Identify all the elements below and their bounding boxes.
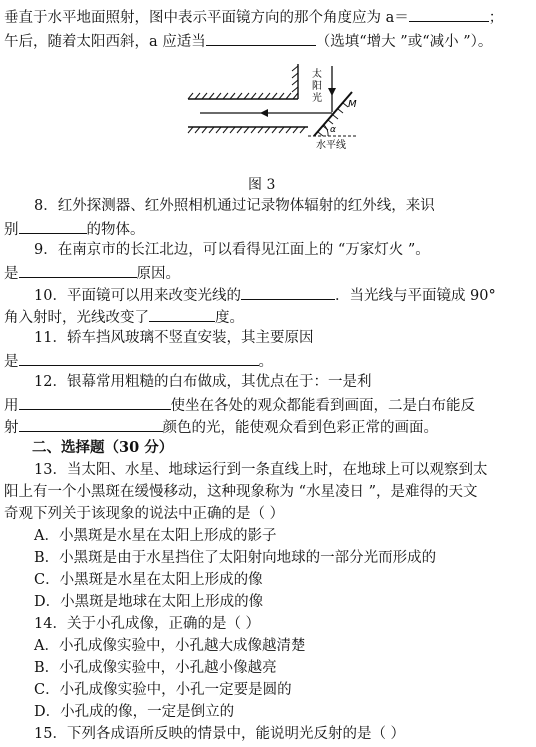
- question-11-line-2: 是 。: [4, 350, 273, 370]
- answer-blank[interactable]: [19, 416, 163, 432]
- answer-blank[interactable]: [19, 218, 87, 234]
- sun-label: 阳: [312, 81, 322, 92]
- question-14-stem: 14．关于小孔成像，正确的是（ ）: [34, 616, 261, 632]
- section-title: 二、选择题（30 分）: [32, 439, 174, 456]
- answer-blank[interactable]: [19, 262, 137, 278]
- option-a[interactable]: A．小黑斑是水星在太阳上形成的影子: [34, 528, 277, 544]
- question-10-line-2: 角入射时，光线改变了 度。: [4, 306, 244, 326]
- intro-line-1: 垂直于水平地面照射，图中表示平面镜方向的那个角度应为 a＝ ；: [4, 6, 503, 26]
- angle-label: α: [330, 125, 336, 135]
- question-12-line-1: 12．银幕常用粗糙的白布做成，其优点在于：一是利: [34, 374, 372, 390]
- question-11-line-1: 11．轿车挡风玻璃不竖直安装，其主要原因: [34, 330, 314, 346]
- question-12-line-3: 射 颜色的光，能使观众看到色彩正常的画面。: [4, 416, 438, 436]
- question-9-line-1: 9．在南京市的长江北边，可以看得见江面上的 “万家灯火 ”。: [34, 242, 430, 258]
- option-a[interactable]: A．小孔成像实验中，小孔越大成像越清楚: [34, 638, 306, 654]
- question-10-line-1: 10．平面镜可以用来改变光线的 ．当光线与平面镜成 90°: [34, 284, 496, 304]
- answer-blank[interactable]: [409, 6, 489, 22]
- question-13-line-3: 奇观下列关于该现象的说法中正确的是（ ）: [4, 506, 285, 522]
- option-d[interactable]: D．小孔成的像，一定是倒立的: [34, 704, 235, 720]
- horizontal-label: 水平线: [316, 140, 346, 151]
- mirror-label: M: [348, 99, 357, 110]
- option-d[interactable]: D．小黑斑是地球在太阳上形成的像: [34, 594, 264, 610]
- question-9-line-2: 是 原因。: [4, 262, 180, 282]
- question-12-line-2: 用 使坐在各处的观众都能看到画面，二是白布能反: [4, 394, 475, 414]
- sun-label: 太: [312, 69, 322, 80]
- answer-blank[interactable]: [206, 30, 316, 46]
- mirror-diagram: [180, 62, 370, 154]
- question-13-line-2: 阳上有一个小黑斑在缓慢移动，这种现象称为 “水星凌日 ”，是难得的天文: [4, 484, 478, 500]
- answer-blank[interactable]: [241, 284, 335, 300]
- answer-blank[interactable]: [149, 306, 215, 322]
- question-15-stem: 15．下列各成语所反映的情景中，能说明光反射的是（ ）: [34, 726, 406, 742]
- option-b[interactable]: B．小黑斑是由于水星挡住了太阳射向地球的一部分光而形成的: [34, 550, 437, 566]
- question-13-line-1: 13．当太阳、水星、地球运行到一条直线上时，在地球上可以观察到太: [34, 462, 488, 478]
- option-b[interactable]: B．小孔成像实验中，小孔越小像越亮: [34, 660, 277, 676]
- intro-line-2: 午后，随着太阳西斜，a 应适当 （选填“增大 ”或“减小 ”）。: [4, 30, 492, 50]
- option-c[interactable]: C．小孔成像实验中，小孔一定要是圆的: [34, 682, 292, 698]
- answer-blank[interactable]: [19, 350, 259, 366]
- question-8-line-2: 别 的物体。: [4, 218, 145, 238]
- option-c[interactable]: C．小黑斑是水星在太阳上形成的像: [34, 572, 263, 588]
- question-8-line-1: 8．红外探测器、红外照相机通过记录物体辐射的红外线，来识: [34, 198, 435, 214]
- answer-blank[interactable]: [19, 394, 171, 410]
- figure-caption: 图 3: [248, 177, 276, 193]
- sun-label: 光: [312, 93, 322, 104]
